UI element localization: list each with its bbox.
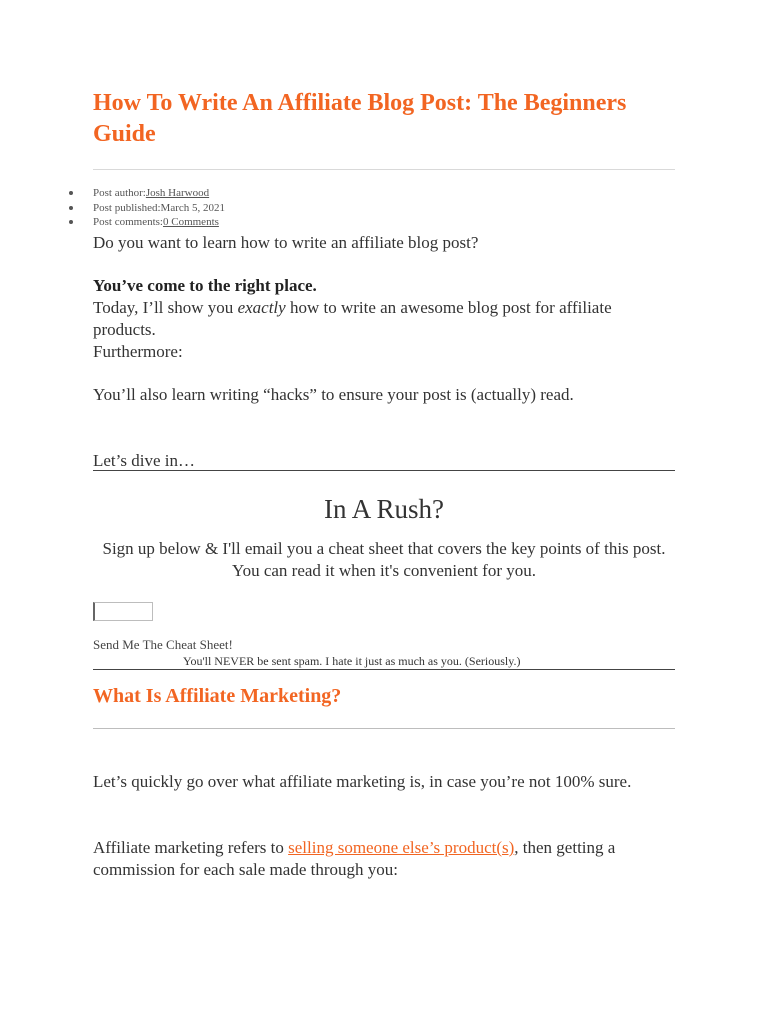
intro-bold: You’ve come to the right place. [93, 276, 317, 295]
meta-comments: Post comments:0 Comments [69, 215, 225, 230]
email-input[interactable] [93, 602, 153, 621]
author-link[interactable]: Josh Harwood [145, 187, 210, 199]
optin-top-divider [93, 470, 675, 471]
section-divider [93, 728, 675, 729]
bullet-icon [69, 206, 73, 210]
spam-note: You'll NEVER be sent spam. I hate it just as much as you. (Seriously.) [183, 654, 521, 668]
comments-link[interactable]: 0 Comments [162, 216, 219, 228]
intro-today: Today, I’ll show you exactly how to write an awesome blog post for affiliate products. [93, 298, 612, 339]
title-divider [93, 169, 675, 170]
meta-author: Post author:Josh Harwood [69, 186, 225, 201]
optin-bottom-divider [93, 669, 675, 670]
section-definition: Affiliate marketing refers to selling someone else’s product(s), then getting a commission for each sale made through you: [93, 838, 616, 879]
meta-published: Post published:March 5, 2021 [69, 201, 225, 216]
post-title: How To Write An Affiliate Blog Post: The Beginners Guide [93, 90, 627, 147]
bullet-icon [69, 220, 73, 224]
bullet-icon [69, 191, 73, 195]
section-paragraph: Let’s quickly go over what affiliate marketing is, in case you’re not 100% sure. [93, 772, 632, 791]
intro-hacks: You’ll also learn writing “hacks” to ensure your post is (actually) read. [93, 385, 574, 404]
section-heading: What Is Affiliate Marketing? [93, 685, 342, 707]
selling-product-link[interactable]: selling someone else’s product(s) [288, 838, 515, 857]
optin-title: In A Rush? [323, 494, 444, 524]
intro-question: Do you want to learn how to write an affiliate blog post? [93, 233, 479, 252]
cheat-sheet-button[interactable]: Send Me The Cheat Sheet! [93, 637, 233, 652]
post-meta [69, 186, 225, 230]
optin-text: Sign up below & I'll email you a cheat sheet that covers the key points of this post. You can read it when it's convenient for you. [102, 539, 666, 580]
intro-furthermore: Furthermore: [93, 342, 183, 361]
intro-dive: Let’s dive in… [93, 451, 195, 470]
